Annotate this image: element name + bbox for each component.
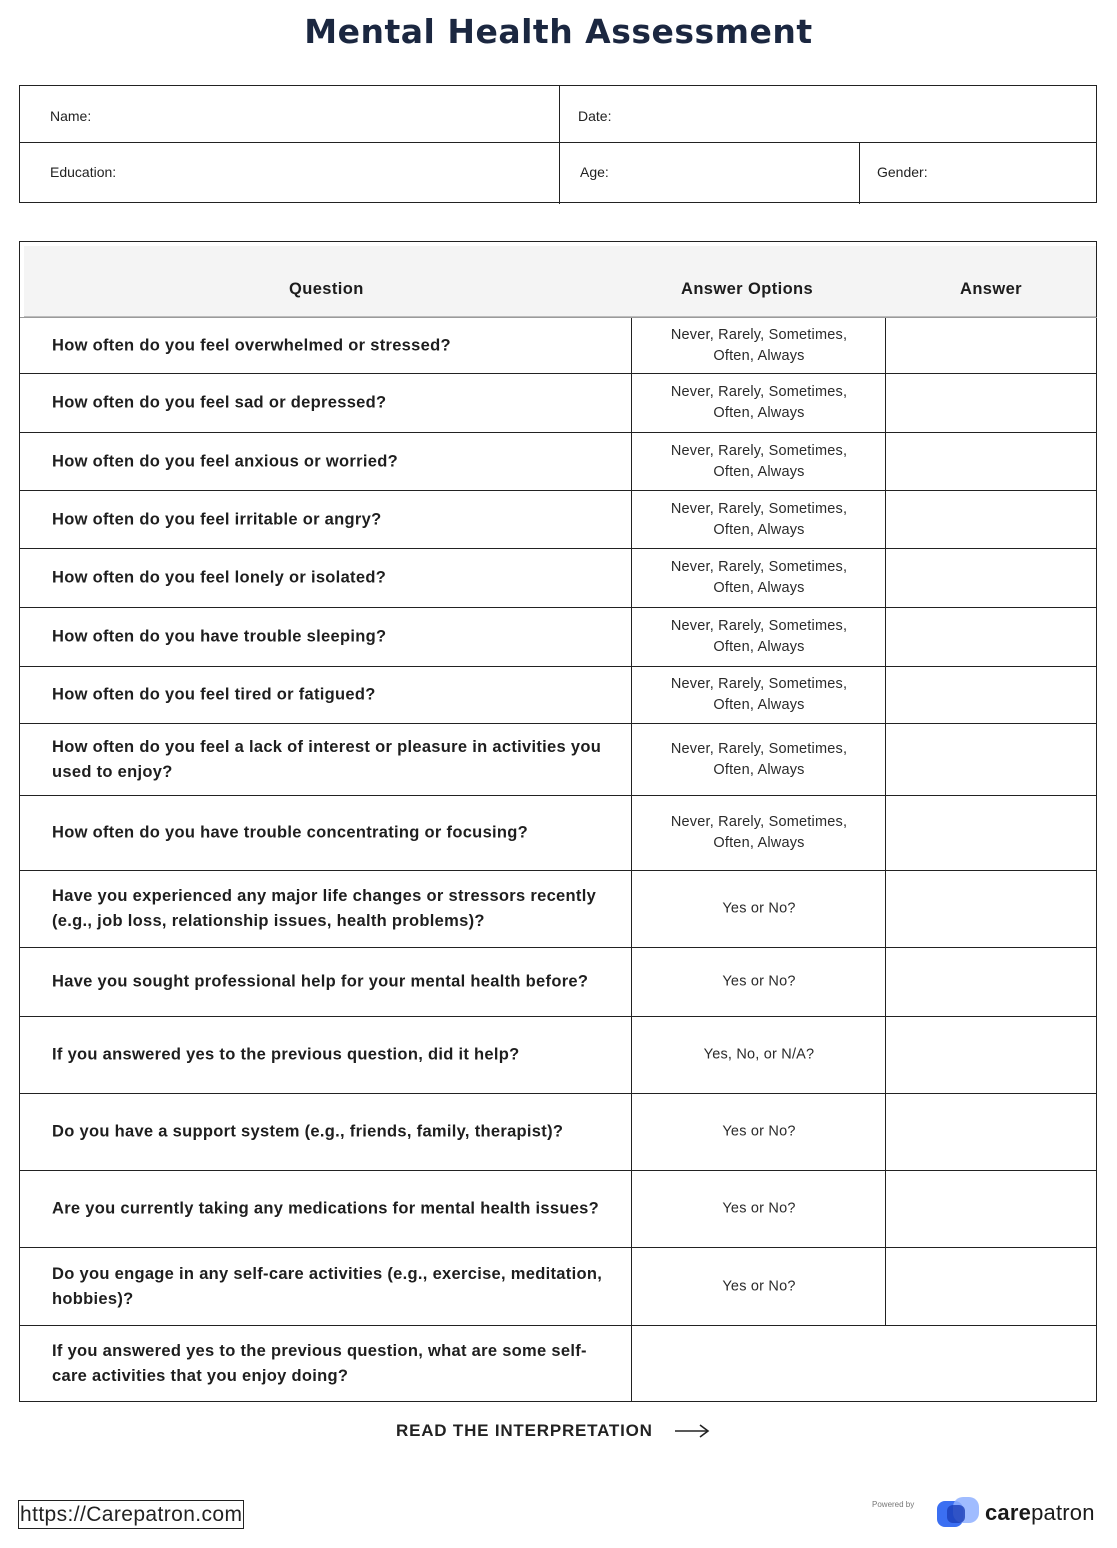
table-row: [20, 870, 1097, 947]
name-label: Name:: [50, 108, 92, 124]
answer-cell[interactable]: [632, 1326, 1097, 1402]
question-text: How often do you feel irritable or angry?: [52, 510, 382, 528]
date-field[interactable]: [559, 86, 1096, 142]
logo-text-bold: care: [985, 1500, 1032, 1525]
answer-options-text: Yes or No?: [722, 1123, 796, 1140]
table-row: [20, 432, 1097, 490]
education-label: Education:: [50, 164, 117, 180]
question-text: How often do you have trouble sleeping?: [52, 627, 387, 646]
header-question: Question: [289, 280, 364, 298]
answer-cell[interactable]: [886, 608, 1097, 666]
table-row: [20, 947, 1097, 1016]
table-row: [20, 373, 1097, 432]
question-text: How often do you feel sad or depressed?: [52, 393, 387, 412]
answer-cell[interactable]: [886, 491, 1097, 548]
answer-options-text: Never, Rarely, Sometimes, Often, Always: [670, 326, 848, 364]
answer-cell[interactable]: [886, 1171, 1097, 1247]
table-row: [20, 607, 1097, 666]
answer-cell[interactable]: [886, 948, 1097, 1016]
answer-options-text: Yes or No?: [722, 1278, 796, 1294]
answer-options-text: Never, Rarely, Sometimes, Often, Always: [670, 442, 848, 480]
answer-cell[interactable]: [886, 796, 1097, 870]
answer-options-text: Never, Rarely, Sometimes, Often, Always: [670, 740, 848, 778]
question-text: How often do you have trouble concentrating or focusing?: [52, 823, 529, 842]
age-label: Age:: [580, 164, 609, 180]
answer-cell[interactable]: [886, 724, 1097, 795]
answer-options-text: Never, Rarely, Sometimes, Often, Always: [670, 384, 848, 421]
name-field[interactable]: [20, 86, 559, 142]
answer-options-text: Never, Rarely, Sometimes, Often, Always: [670, 559, 848, 596]
table-header: [24, 246, 1096, 317]
answer-options-text: Never, Rarely, Sometimes, Often, Always: [670, 618, 848, 655]
answer-options-text: Yes or No?: [722, 900, 796, 917]
question-text: How often do you feel lonely or isolated?: [52, 568, 387, 587]
question-text: Are you currently taking any medications for mental health issues?: [52, 1199, 600, 1218]
question-text: Do you have a support system (e.g., friends, family, therapist)?: [52, 1122, 564, 1141]
answer-cell[interactable]: [886, 667, 1097, 723]
powered-by-label: Powered by: [872, 1500, 915, 1509]
answer-options-text: Yes, No, or N/A?: [703, 1046, 815, 1063]
table-row: [20, 723, 1097, 795]
date-label: Date:: [578, 108, 612, 124]
logo-text-rest: patron: [1031, 1500, 1095, 1525]
answer-options-text: Yes or No?: [722, 1200, 796, 1217]
table-row: [20, 1016, 1097, 1093]
answer-cell[interactable]: [886, 1094, 1097, 1170]
carepatron-logo-text: [985, 1500, 1095, 1526]
table-row: [20, 317, 1097, 373]
question-text: How often do you feel a lack of interest or pleasure in activities you used to enjoy?: [52, 737, 602, 781]
answer-cell[interactable]: [886, 433, 1097, 490]
answer-cell[interactable]: [886, 318, 1097, 373]
education-field[interactable]: [20, 142, 559, 202]
patient-info-box: [19, 85, 1097, 203]
answer-cell[interactable]: [886, 374, 1097, 432]
answer-options-text: Yes or No?: [722, 973, 796, 990]
answer-options-text: Never, Rarely, Sometimes, Often, Always: [670, 814, 848, 851]
arrow-right-icon[interactable]: [674, 1423, 710, 1439]
table-row: [20, 795, 1097, 870]
question-text: How often do you feel tired or fatigued?: [52, 685, 376, 704]
age-field[interactable]: [559, 142, 859, 202]
answer-cell[interactable]: [886, 549, 1097, 607]
question-text: Do you engage in any self-care activities (e.g., exercise, meditation, hobbies)?: [52, 1264, 603, 1308]
carepatron-logo-icon: [935, 1495, 983, 1529]
carepatron-url-link[interactable]: https://Carepatron.com: [18, 1500, 244, 1529]
question-text: Have you experienced any major life changes or stressors recently (e.g., job loss, relationship issues, health problems)?: [52, 887, 597, 930]
assessment-table: [19, 241, 1097, 1402]
question-text: How often do you feel anxious or worried?: [52, 452, 398, 470]
answer-cell[interactable]: [886, 1017, 1097, 1093]
table-row: [20, 1093, 1097, 1170]
answer-cell[interactable]: [886, 871, 1097, 947]
question-text: How often do you feel overwhelmed or stressed?: [52, 336, 451, 354]
gender-label: Gender:: [877, 164, 928, 180]
page-title: Mental Health Assessment: [304, 12, 813, 51]
header-answer: Answer: [960, 280, 1023, 298]
question-text: If you answered yes to the previous question, what are some self-care activities that you enjoy doing?: [52, 1342, 587, 1385]
table-row: [20, 666, 1097, 723]
question-text: Have you sought professional help for your mental health before?: [52, 972, 589, 991]
answer-cell[interactable]: [886, 1248, 1097, 1325]
gender-field[interactable]: [859, 142, 1096, 202]
question-text: If you answered yes to the previous question, did it help?: [52, 1045, 520, 1064]
table-row: [20, 490, 1097, 548]
answer-options-text: Never, Rarely, Sometimes, Often, Always: [670, 676, 848, 713]
table-row: [20, 1247, 1097, 1325]
table-row: [20, 1170, 1097, 1247]
read-interpretation-link[interactable]: READ THE INTERPRETATION: [396, 1421, 653, 1440]
table-row: [20, 548, 1097, 607]
header-answer-options: Answer Options: [681, 280, 814, 298]
table-row: [20, 1325, 1097, 1402]
answer-options-text: Never, Rarely, Sometimes, Often, Always: [670, 500, 848, 538]
